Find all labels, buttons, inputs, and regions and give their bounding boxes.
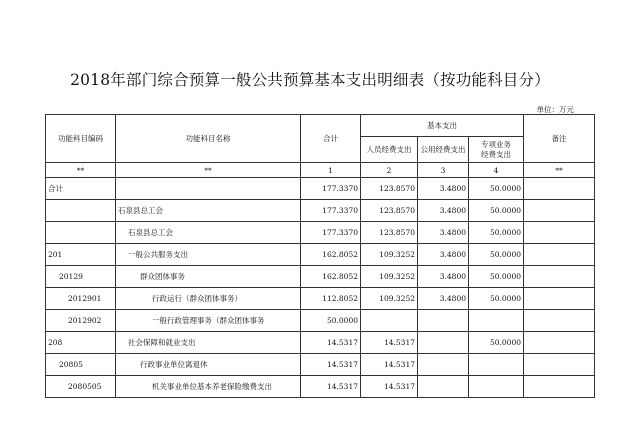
cell-total: 177.3370 bbox=[301, 200, 361, 222]
cell-public: 3.4800 bbox=[418, 200, 469, 222]
cell-personnel: 109.3252 bbox=[361, 244, 418, 266]
cell-public: 3.4800 bbox=[418, 222, 469, 244]
cell-name: 一般公共服务支出 bbox=[116, 244, 301, 266]
header-total: 合计 bbox=[301, 115, 361, 163]
cell-total: 177.3370 bbox=[301, 222, 361, 244]
index-cell: 2 bbox=[361, 163, 418, 178]
cell-special: 50.0000 bbox=[469, 222, 524, 244]
header-code: 功能科目编码 bbox=[46, 115, 116, 163]
cell-personnel: 109.3252 bbox=[361, 288, 418, 310]
cell-special: 50.0000 bbox=[469, 244, 524, 266]
cell-code: 2012901 bbox=[46, 288, 116, 310]
cell-code: 20129 bbox=[46, 266, 116, 288]
cell-special: 50.0000 bbox=[469, 200, 524, 222]
table-row bbox=[46, 200, 595, 222]
index-cell: ** bbox=[46, 163, 116, 178]
header-name: 功能科目名称 bbox=[116, 115, 301, 163]
cell-special bbox=[469, 310, 524, 332]
cell-total: 162.8052 bbox=[301, 244, 361, 266]
table-row bbox=[46, 288, 595, 310]
cell-personnel: 123.8570 bbox=[361, 222, 418, 244]
cell-public: 3.4800 bbox=[418, 244, 469, 266]
cell-total: 112.8052 bbox=[301, 288, 361, 310]
cell-note bbox=[524, 354, 595, 376]
cell-name: 一般行政管理事务（群众团体事务 bbox=[116, 310, 301, 332]
index-cell: 4 bbox=[469, 163, 524, 178]
page-title: 2018年部门综合预算一般公共预算基本支出明细表（按功能科目分） bbox=[70, 71, 550, 89]
table-row bbox=[46, 332, 595, 354]
table-row bbox=[46, 354, 595, 376]
cell-code: 208 bbox=[46, 332, 116, 354]
cell-personnel: 109.3252 bbox=[361, 266, 418, 288]
table-row bbox=[46, 266, 595, 288]
table-row bbox=[46, 222, 595, 244]
header-personnel: 人员经费支出 bbox=[361, 137, 418, 163]
cell-name: 社会保障和就业支出 bbox=[116, 332, 301, 354]
cell-note bbox=[524, 200, 595, 222]
cell-note bbox=[524, 310, 595, 332]
cell-total: 162.8052 bbox=[301, 266, 361, 288]
cell-public: 3.4800 bbox=[418, 178, 469, 200]
cell-note bbox=[524, 266, 595, 288]
cell-name: 群众团体事务 bbox=[116, 266, 301, 288]
cell-code: 2012902 bbox=[46, 310, 116, 332]
header-note: 备注 bbox=[524, 115, 595, 163]
cell-code bbox=[46, 222, 116, 244]
cell-total: 50.0000 bbox=[301, 310, 361, 332]
cell-special: 50.0000 bbox=[469, 332, 524, 354]
cell-public bbox=[418, 376, 469, 398]
cell-code: 201 bbox=[46, 244, 116, 266]
cell-note bbox=[524, 244, 595, 266]
cell-special: 50.0000 bbox=[469, 266, 524, 288]
cell-personnel bbox=[361, 310, 418, 332]
cell-personnel: 123.8570 bbox=[361, 178, 418, 200]
header-special-line1: 专项业务 bbox=[481, 139, 511, 149]
cell-note bbox=[524, 332, 595, 354]
cell-special: 50.0000 bbox=[469, 288, 524, 310]
cell-public: 3.4800 bbox=[418, 288, 469, 310]
cell-total: 177.3370 bbox=[301, 178, 361, 200]
cell-personnel: 14.5317 bbox=[361, 354, 418, 376]
cell-special: 50.0000 bbox=[469, 178, 524, 200]
cell-code bbox=[46, 200, 116, 222]
header-basic: 基本支出 bbox=[361, 115, 524, 137]
cell-public bbox=[418, 332, 469, 354]
cell-total: 14.5317 bbox=[301, 376, 361, 398]
header-row-1 bbox=[46, 115, 595, 137]
table-row bbox=[46, 376, 595, 398]
budget-table bbox=[45, 114, 595, 398]
index-cell: ** bbox=[116, 163, 301, 178]
cell-personnel: 14.5317 bbox=[361, 332, 418, 354]
index-cell: 3 bbox=[418, 163, 469, 178]
header-special-line2: 经费支出 bbox=[481, 149, 511, 159]
cell-code: 20805 bbox=[46, 354, 116, 376]
table-row bbox=[46, 244, 595, 266]
cell-name: 机关事业单位基本养老保险缴费支出 bbox=[116, 376, 301, 398]
header-public: 公用经费支出 bbox=[418, 137, 469, 163]
cell-note bbox=[524, 178, 595, 200]
cell-code: 2080505 bbox=[46, 376, 116, 398]
cell-public: 3.4800 bbox=[418, 266, 469, 288]
table-row bbox=[46, 178, 595, 200]
unit-label: 单位：万元 bbox=[536, 105, 574, 114]
cell-public bbox=[418, 310, 469, 332]
index-row bbox=[46, 163, 595, 178]
cell-note bbox=[524, 376, 595, 398]
index-cell: 1 bbox=[301, 163, 361, 178]
cell-name: 石泉县总工会 bbox=[116, 222, 301, 244]
cell-name bbox=[116, 178, 301, 200]
cell-note bbox=[524, 222, 595, 244]
index-cell: ** bbox=[524, 163, 595, 178]
cell-note bbox=[524, 288, 595, 310]
cell-name: 行政事业单位离退休 bbox=[116, 354, 301, 376]
cell-name: 石泉县总工会 bbox=[116, 200, 301, 222]
cell-personnel: 123.8570 bbox=[361, 200, 418, 222]
cell-code: 合计 bbox=[46, 178, 116, 200]
cell-total: 14.5317 bbox=[301, 354, 361, 376]
cell-personnel: 14.5317 bbox=[361, 376, 418, 398]
cell-special bbox=[469, 376, 524, 398]
cell-special bbox=[469, 354, 524, 376]
cell-name: 行政运行（群众团体事务） bbox=[116, 288, 301, 310]
header-special bbox=[469, 137, 524, 163]
cell-public bbox=[418, 354, 469, 376]
cell-total: 14.5317 bbox=[301, 332, 361, 354]
table-row bbox=[46, 310, 595, 332]
